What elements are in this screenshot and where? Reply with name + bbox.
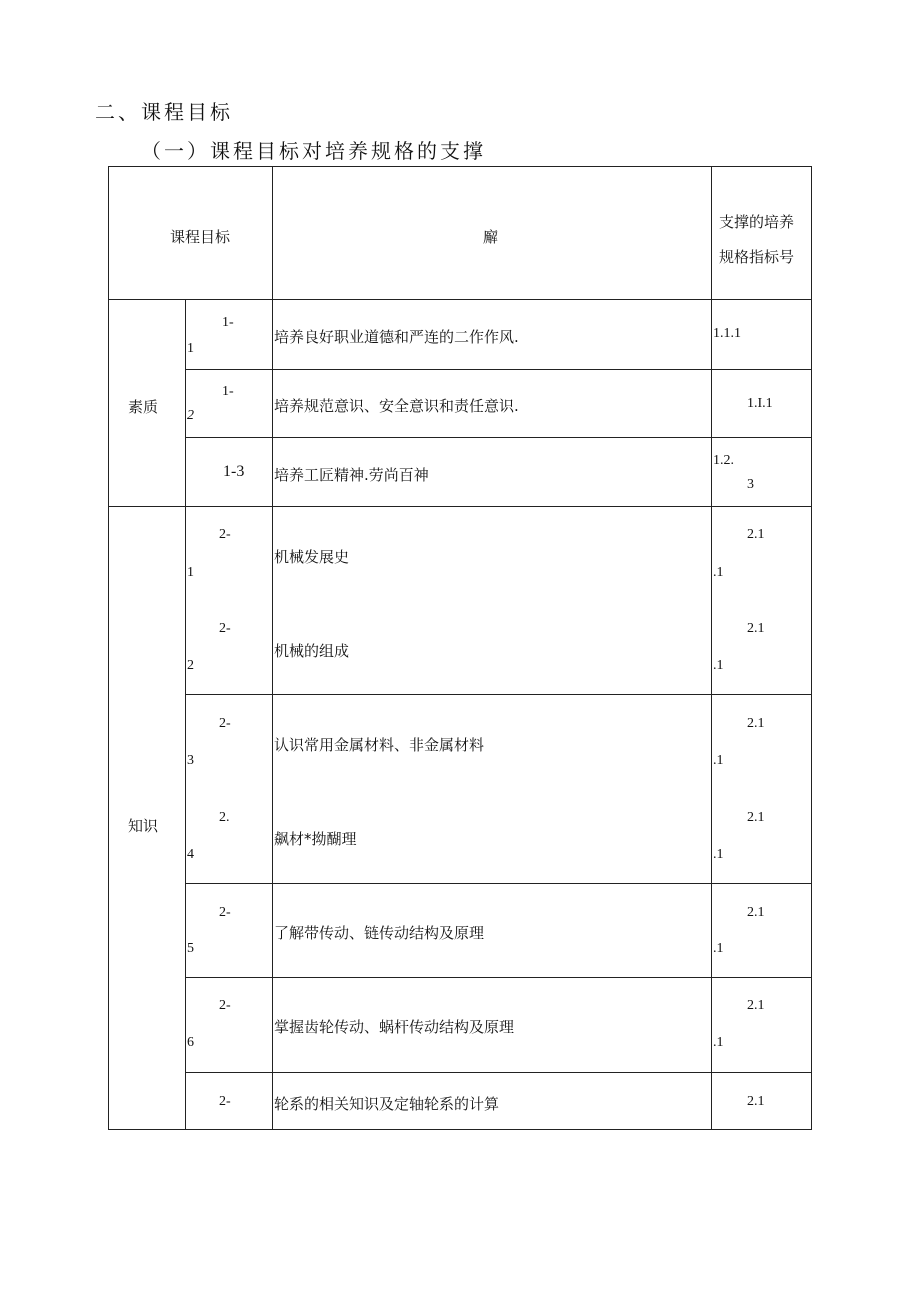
goal-code-suffix: 6 (187, 1035, 194, 1050)
goal-code-suffix: 4 (187, 847, 194, 862)
spec-code: 2.1 (747, 905, 765, 920)
header-support-line1: 支撑的培养 (719, 213, 795, 231)
spec-code: 2.1 (747, 810, 765, 825)
row-divider (185, 1072, 812, 1073)
section-heading: 二、课程目标 (95, 100, 233, 124)
spec-code: 1.2. (713, 453, 734, 468)
goal-code: 1-3 (223, 463, 245, 480)
goal-content: 培养工匠精神.劳尚百神 (274, 466, 429, 484)
spec-code: 2.1 (747, 527, 765, 542)
goal-content: 飙材*拗醐理 (274, 830, 357, 848)
row-divider (185, 694, 812, 695)
goal-content: 轮系的相关知识及定轴轮系的计算 (274, 1095, 500, 1113)
spec-code: 1.1.1 (713, 326, 741, 341)
goal-code-suffix: 3 (187, 753, 194, 768)
goal-content: 培养良好职业道德和严连的二作作风. (274, 328, 519, 346)
goal-code: 2- (219, 716, 231, 731)
goal-content: 认识常用金属材料、非金属材料 (274, 736, 485, 754)
spec-code-suffix: .1 (713, 847, 724, 862)
subsection-heading: （一）课程目标对培养规格的支撑 (141, 139, 486, 163)
table-border-top (108, 166, 812, 167)
header-goal: 课程目标 (170, 228, 231, 246)
spec-code-suffix: 3 (747, 477, 754, 492)
goal-code-suffix: 1 (187, 341, 194, 356)
spec-code: 2.1 (747, 621, 765, 636)
spec-code: 1.I.1 (747, 396, 773, 411)
table-border-right (811, 166, 812, 1130)
column-divider (185, 299, 186, 1130)
goal-code: 2- (219, 527, 231, 542)
spec-code: 2.1 (747, 1094, 765, 1109)
row-divider (185, 369, 812, 370)
goal-content: 机械发展史 (274, 548, 350, 566)
goal-code: 1- (222, 384, 234, 399)
goal-content: 机械的组成 (274, 642, 350, 660)
goal-code-suffix: 5 (187, 941, 194, 956)
row-divider (185, 437, 812, 438)
goal-content: 掌握齿轮传动、蜗杆传动结构及原理 (274, 1018, 515, 1036)
goal-code: 2. (219, 810, 230, 825)
group-label-quality: 素质 (128, 398, 159, 416)
header-content: 廨 (483, 228, 499, 246)
goal-code: 1- (222, 315, 234, 330)
spec-code-suffix: .1 (713, 941, 724, 956)
group-divider (108, 506, 812, 507)
column-divider (272, 166, 273, 1130)
spec-code: 2.1 (747, 716, 765, 731)
goal-content: 了解带传动、链传动结构及原理 (274, 924, 485, 942)
goal-code: 2- (219, 905, 231, 920)
goal-code-suffix: 1 (187, 565, 194, 580)
spec-code-suffix: .1 (713, 753, 724, 768)
column-divider (711, 166, 712, 1130)
group-label-knowledge: 知识 (128, 817, 159, 835)
row-divider (185, 883, 812, 884)
spec-code-suffix: .1 (713, 565, 724, 580)
header-support-line2: 规格指标号 (719, 248, 795, 266)
spec-code-suffix: .1 (713, 658, 724, 673)
goal-content: 培养规范意识、安全意识和责任意识. (274, 397, 519, 415)
goal-code: 2- (219, 998, 231, 1013)
goal-code: 2- (219, 621, 231, 636)
table-border-bottom (108, 1129, 812, 1130)
table-header-bottom (108, 299, 812, 300)
goal-code-suffix: 2 (187, 658, 194, 673)
goal-code-suffix: 2 (187, 408, 194, 423)
spec-code: 2.1 (747, 998, 765, 1013)
table-border-left (108, 166, 109, 1130)
spec-code-suffix: .1 (713, 1035, 724, 1050)
goal-code: 2- (219, 1094, 231, 1109)
row-divider (185, 977, 812, 978)
